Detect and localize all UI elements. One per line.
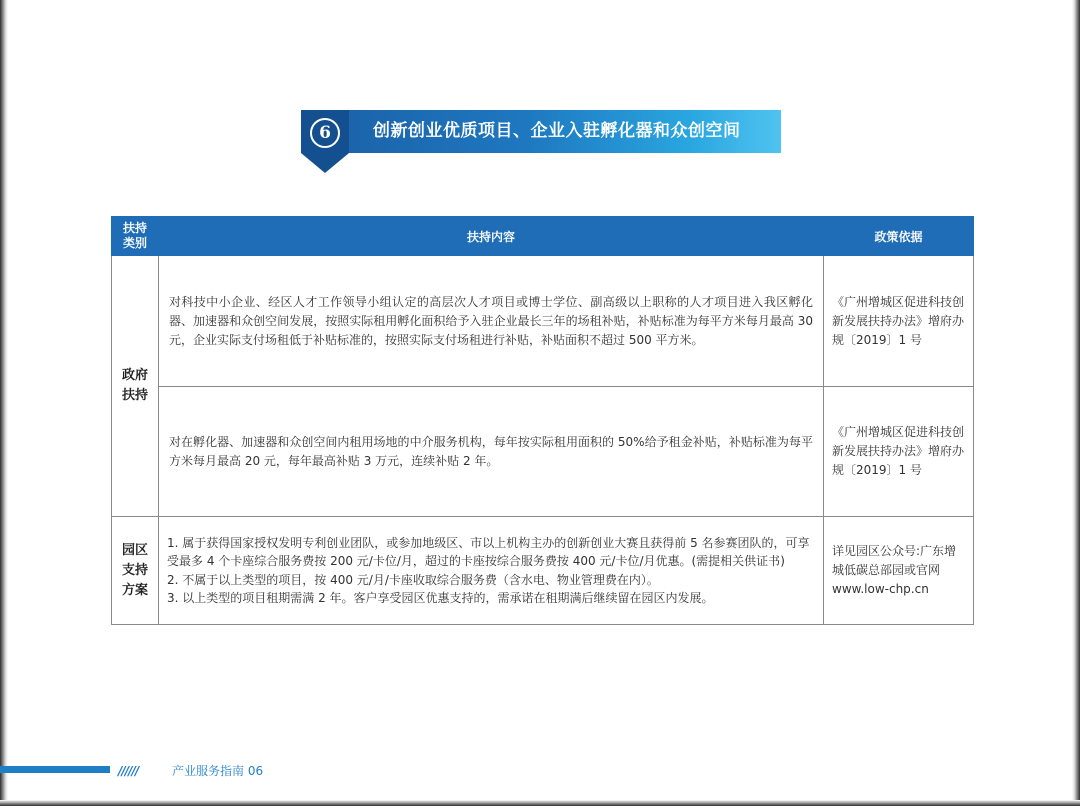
page-edge-bottom [0, 800, 1080, 806]
header-basis: 政策依据 [824, 217, 974, 256]
section-title: 创新创业优质项目、企业入驻孵化器和众创空间 [373, 121, 741, 141]
list-item: 3. 以上类型的项目租期需满 2 年。客户享受园区优惠支持的，需承诺在租期满后继续留在园区内发展。 [167, 591, 714, 605]
page-edge-right [1072, 0, 1080, 806]
basis-cell: 详见园区公众号:广东增城低碳总部园或官网 www.low-chp.cn [824, 517, 974, 625]
basis-cell: 《广州增城区促进科技创新发展扶持办法》增府办规〔2019〕1 号 [824, 256, 974, 387]
content-cell [159, 517, 824, 625]
header-category: 扶持类别 [112, 217, 159, 256]
table-header-row [112, 217, 974, 256]
section-number: 6 [310, 118, 340, 148]
header-content: 扶持内容 [159, 217, 824, 256]
list-item: 2. 不属于以上类型的项目，按 400 元/月/卡座收取综合服务费（含水电、物业管理费在内）。 [167, 572, 659, 587]
section-banner [301, 110, 781, 174]
table-row [112, 387, 974, 517]
table-row [112, 517, 974, 625]
footer-page-label: 产业服务指南 06 [172, 764, 264, 778]
banner-badge [301, 110, 349, 153]
policy-table [111, 216, 974, 625]
basis-cell: 《广州增城区促进科技创新发展扶持办法》增府办规〔2019〕1 号 [824, 387, 974, 517]
banner-arrow-icon [301, 153, 349, 173]
footer-bar [0, 766, 110, 773]
page-edge-left [0, 0, 8, 806]
list-item: 1. 属于获得国家授权发明专利创业团队，或参加地级区、市以上机构主办的创新创业大赛且获得前 5 名参赛团队的，可享受最多 4 个卡座综合服务费按 200 元/卡位/月，超过的卡座按综合服务费按 400 元/卡位/月优惠。(需提相关供证书) [167, 535, 810, 568]
category-cell: 政府扶持 [112, 256, 159, 517]
category-cell: 园区支持方案 [112, 517, 159, 625]
footer-stripes: ////// [118, 764, 139, 778]
content-cell: 对科技中小企业、经区人才工作领导小组认定的高层次人才项目或博士学位、副高级以上职称的人才项目进入我区孵化器、加速器和众创空间发展，按照实际租用孵化面积给予入驻企业最长三年的场租补贴，补贴标准为每平方米每月最高 30 元，企业实际支付场租低于补贴标准的，按照实际支付场租进行补贴，补贴面积不超过 500 平方米。 [159, 256, 824, 387]
table-row [112, 256, 974, 387]
content-cell: 对在孵化器、加速器和众创空间内租用场地的中介服务机构，每年按实际租用面积的 50%给予租金补贴，补贴标准为每平方米每月最高 20 元，每年最高补贴 3 万元，连续补贴 2 年。 [159, 387, 824, 517]
